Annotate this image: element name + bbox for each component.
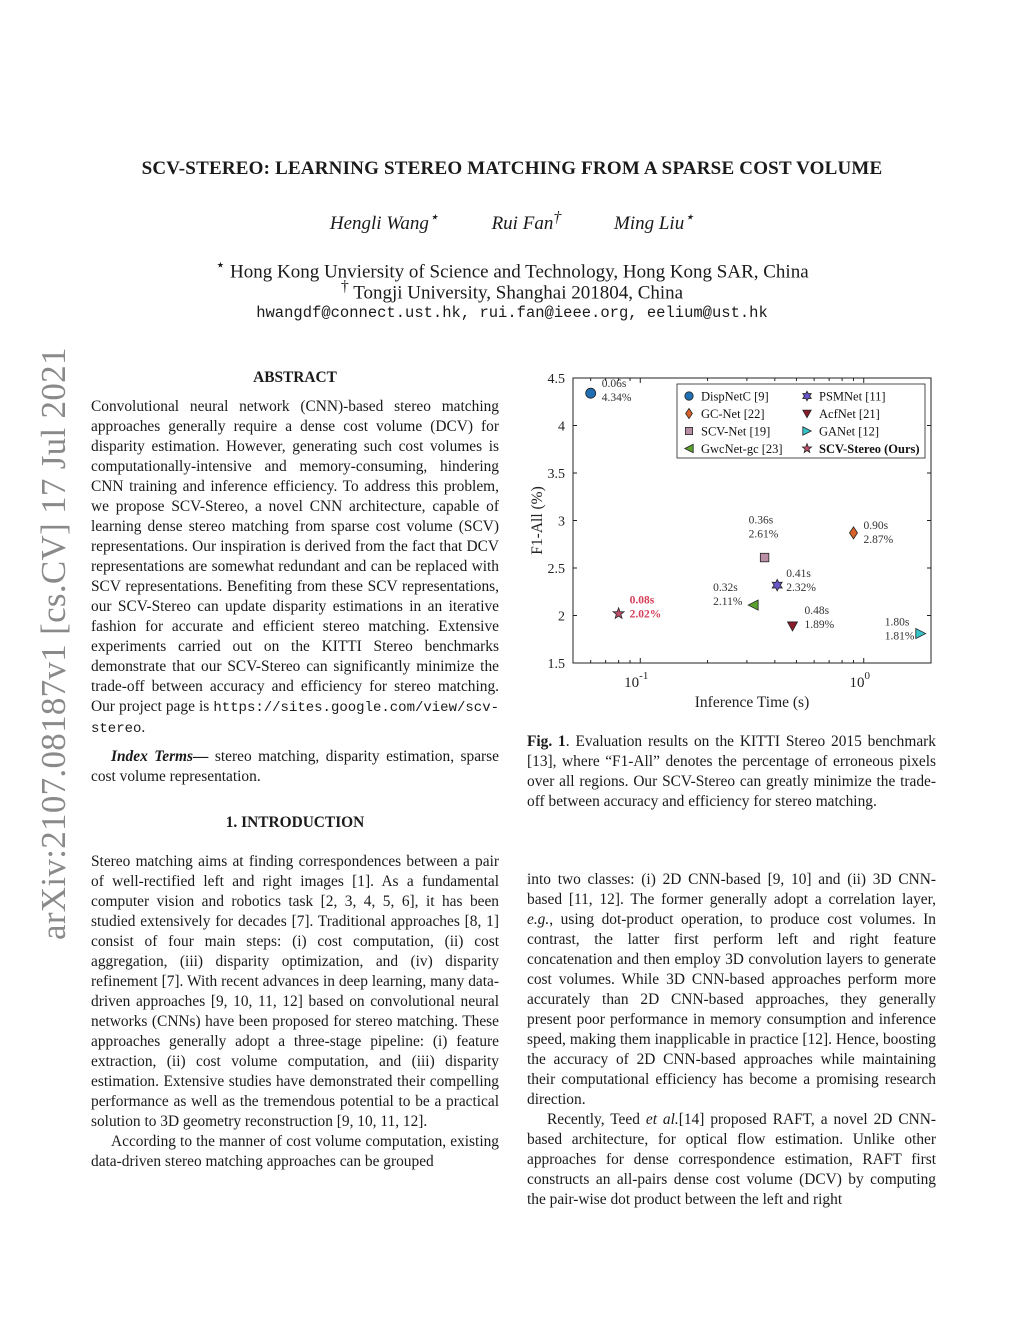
index-terms	[91, 747, 499, 787]
author-mark: †	[553, 209, 562, 226]
legend-marker	[685, 392, 693, 400]
intro-heading: 1. INTRODUCTION	[225, 814, 365, 831]
data-label-time: 0.08s	[629, 594, 655, 607]
data-point	[613, 608, 624, 619]
abstract-heading: ABSTRACT	[253, 369, 337, 386]
intro-paragraph-1: Stereo matching aims at finding correspondences between a pair of well-rectified left and right images [1]. As a fundamental computer vision and robotics task [2, 3, 4, 5, 6], it has been studied extensively for decades [7]. Traditional approaches [8, 1] consist of four main steps: (i) cost computation, (ii) cost aggregation, (iii) disparity optimization, and (iv) disparity refinement [7]. With recent advances in deep learning, many data-driven approaches [9, 10, 11, 12] based on convolutional neural networks (CNNs) have been proposed for stereo matching. These approaches generally adopt a three-stage pipeline: (i) feature extraction, (ii) cost volume computation, and (iii) disparity estimation. Extensive studies have demonstrated their compelling performance as well as the tremendous potential to be a practical solution to 3D geometry reconstruction [9, 10, 11, 12].	[91, 853, 499, 1130]
x-tick-exponent: -1	[639, 670, 649, 682]
y-tick-label: 1.5	[547, 657, 565, 672]
right-paragraph-2	[527, 1110, 936, 1210]
abstract-text	[91, 397, 499, 739]
data-label-error: 2.87%	[863, 533, 894, 546]
text-run: Recently, Teed	[547, 1111, 646, 1128]
affiliation-text: Hong Kong Unviersity of Science and Technology, Hong Kong SAR, China	[230, 261, 809, 283]
figure-caption-text: . Evaluation results on the KITTI Stereo 2015 benchmark [13], where “F1-All” denotes the percentage of erroneous pixels over all regions. Our SCV-Stereo can greatly minimize the trade-off between accuracy and efficiency for stereo matching.	[527, 733, 936, 810]
affiliation-2	[0, 278, 1024, 304]
text-run: , using dot-product operation, to produce cost volumes. In contrast, the latter first perform left and right feature concatenation and then employ 3D convolution layers to generate cost volumes. While 3D CNN-based approaches perform more accurately than 2D CNN-based approaches, they generally present poor performance in memory consumption and inference speed, making them inapplicable in practice [12]. Hence, boosting the accuracy of 2D CNN-based approaches while maintaining their computational efficiency has become a promising research direction.	[527, 911, 936, 1108]
legend-label: AcfNet [21]	[819, 407, 880, 421]
text-run: [14] proposed RAFT, a novel 2D CNN-based architecture, for optical flow estimation. Unlike other approaches for dense correspondence estimation, RAFT first constructs an all-pairs dense cost volume (DCV) by computing the pair-wise dot product between the left and right	[527, 1111, 936, 1208]
legend-label: SCV-Stereo (Ours)	[819, 442, 920, 456]
y-tick-label: 3	[558, 514, 565, 530]
author	[614, 207, 694, 235]
data-label-error: 1.81%	[884, 630, 915, 643]
legend-label: GC-Net [22]	[701, 407, 765, 421]
data-label-time: 0.48s	[804, 604, 830, 617]
data-label-time: 0.90s	[863, 519, 889, 532]
author-name: Rui Fan	[491, 213, 554, 235]
legend-label: GANet [12]	[819, 424, 880, 439]
data-point	[788, 622, 798, 631]
y-axis-label: F1-All (%)	[529, 486, 546, 555]
data-point	[916, 629, 926, 639]
y-tick-label: 4	[558, 419, 565, 435]
paper-title: SCV-STEREO: LEARNING STEREO MATCHING FROM A SPARSE COST VOLUME	[141, 158, 883, 179]
x-tick-base: 10	[624, 675, 640, 691]
text-run-italic: et al.	[645, 1111, 679, 1128]
data-point	[760, 553, 769, 562]
right-paragraph-1	[527, 870, 936, 1110]
figure-1-chart	[520, 365, 944, 715]
data-point	[772, 579, 782, 591]
author-name: Hengli Wang	[329, 213, 429, 235]
abstract-end: .	[141, 719, 146, 736]
text-run: into two classes: (i) 2D CNN-based [9, 10] and (ii) 3D CNN-based [11, 12]. The former generally adopt a correlation layer,	[527, 871, 936, 908]
index-terms-text: stereo matching, disparity estimation, sparse cost volume representation.	[91, 748, 499, 785]
x-tick-base: 10	[849, 675, 865, 691]
figure-1-caption	[527, 732, 936, 812]
affiliation-mark: †	[340, 278, 349, 295]
data-label-time: 0.32s	[713, 582, 738, 595]
data-point	[586, 388, 596, 398]
legend-label: GwcNet-gc [23]	[701, 442, 783, 456]
arxiv-stamp: arXiv:2107.08187v1 [cs.CV] 17 Jul 2021	[34, 347, 73, 940]
data-label-time: 0.06s	[601, 378, 627, 391]
data-point	[850, 527, 858, 539]
data-label-time: 0.41s	[786, 568, 811, 581]
x-tick-label	[849, 670, 870, 691]
data-label-time: 1.80s	[884, 616, 910, 629]
x-tick-exponent: 0	[864, 670, 870, 682]
y-tick-label: 2.5	[547, 562, 565, 577]
affiliation-text: Tongji University, Shanghai 201804, China	[353, 282, 684, 304]
x-tick-label	[624, 670, 648, 691]
right-column	[527, 870, 936, 1210]
data-label-error: 2.32%	[786, 582, 816, 595]
intro-paragraph-2: According to the manner of cost volume computation, existing data-driven stereo matching approaches can be grouped	[91, 1133, 499, 1170]
index-terms-label: Index Terms—	[111, 748, 209, 765]
author-mark: ⋆	[428, 209, 439, 226]
author-name: Ming Liu	[614, 213, 685, 235]
legend-label: SCV-Net [19]	[701, 424, 771, 439]
data-point	[748, 600, 758, 610]
legend-label: DispNetC [9]	[701, 389, 769, 404]
author	[492, 209, 562, 235]
y-tick-label: 2	[558, 609, 565, 625]
author	[330, 207, 439, 235]
left-column	[91, 368, 499, 1172]
abstract-body: Convolutional neural network (CNN)-based stereo matching approaches generally require a dense cost volume (DCV) for disparity estimation. However, generating such cost volumes is computationally-intensive and memory-consuming, hindering CNN training and inference efficiency. To address this problem, we propose SCV-Stereo, a novel CNN architecture, capable of learning dense stereo matching from sparse cost volume (SCV) representations. Our inspiration is derived from the fact that DCV representations are somewhat redundant and can be replaced with SCV representations. Benefiting from these SCV representations, our SCV-Stereo can update disparity estimations in an iterative fashion for accurate and efficient stereo matching. Extensive experiments carried out on the KITTI Stereo benchmarks demonstrate that our SCV-Stereo can significantly minimize the trade-off between accuracy and efficiency for stereo matching. Our project page is	[91, 398, 499, 715]
data-label-error: 4.34%	[601, 392, 632, 405]
data-label-error: 1.89%	[804, 618, 835, 631]
y-tick-label: 3.5	[547, 467, 565, 482]
project-page-link[interactable]: https://sites.google.com/view/scv-stereo	[91, 700, 499, 737]
x-axis-label: Inference Time (s)	[694, 694, 810, 711]
y-tick-label: 4.5	[547, 372, 565, 387]
author-mark: ⋆	[684, 209, 695, 226]
affiliation-mark: ⋆	[215, 257, 226, 274]
data-label-error: 2.11%	[713, 596, 743, 609]
data-label-time: 0.36s	[748, 514, 774, 527]
legend-label: PSMNet [11]	[819, 389, 886, 404]
author-list	[0, 207, 1024, 235]
data-label-error: 2.02%	[629, 608, 662, 621]
legend-marker	[685, 427, 692, 434]
text-run-italic: e.g.	[527, 911, 550, 928]
author-emails: hwangdf@connect.ust.hk, rui.fan@ieee.org, eelium@ust.hk	[256, 304, 768, 322]
figure-label: Fig. 1	[527, 733, 566, 750]
data-label-error: 2.61%	[748, 528, 779, 541]
